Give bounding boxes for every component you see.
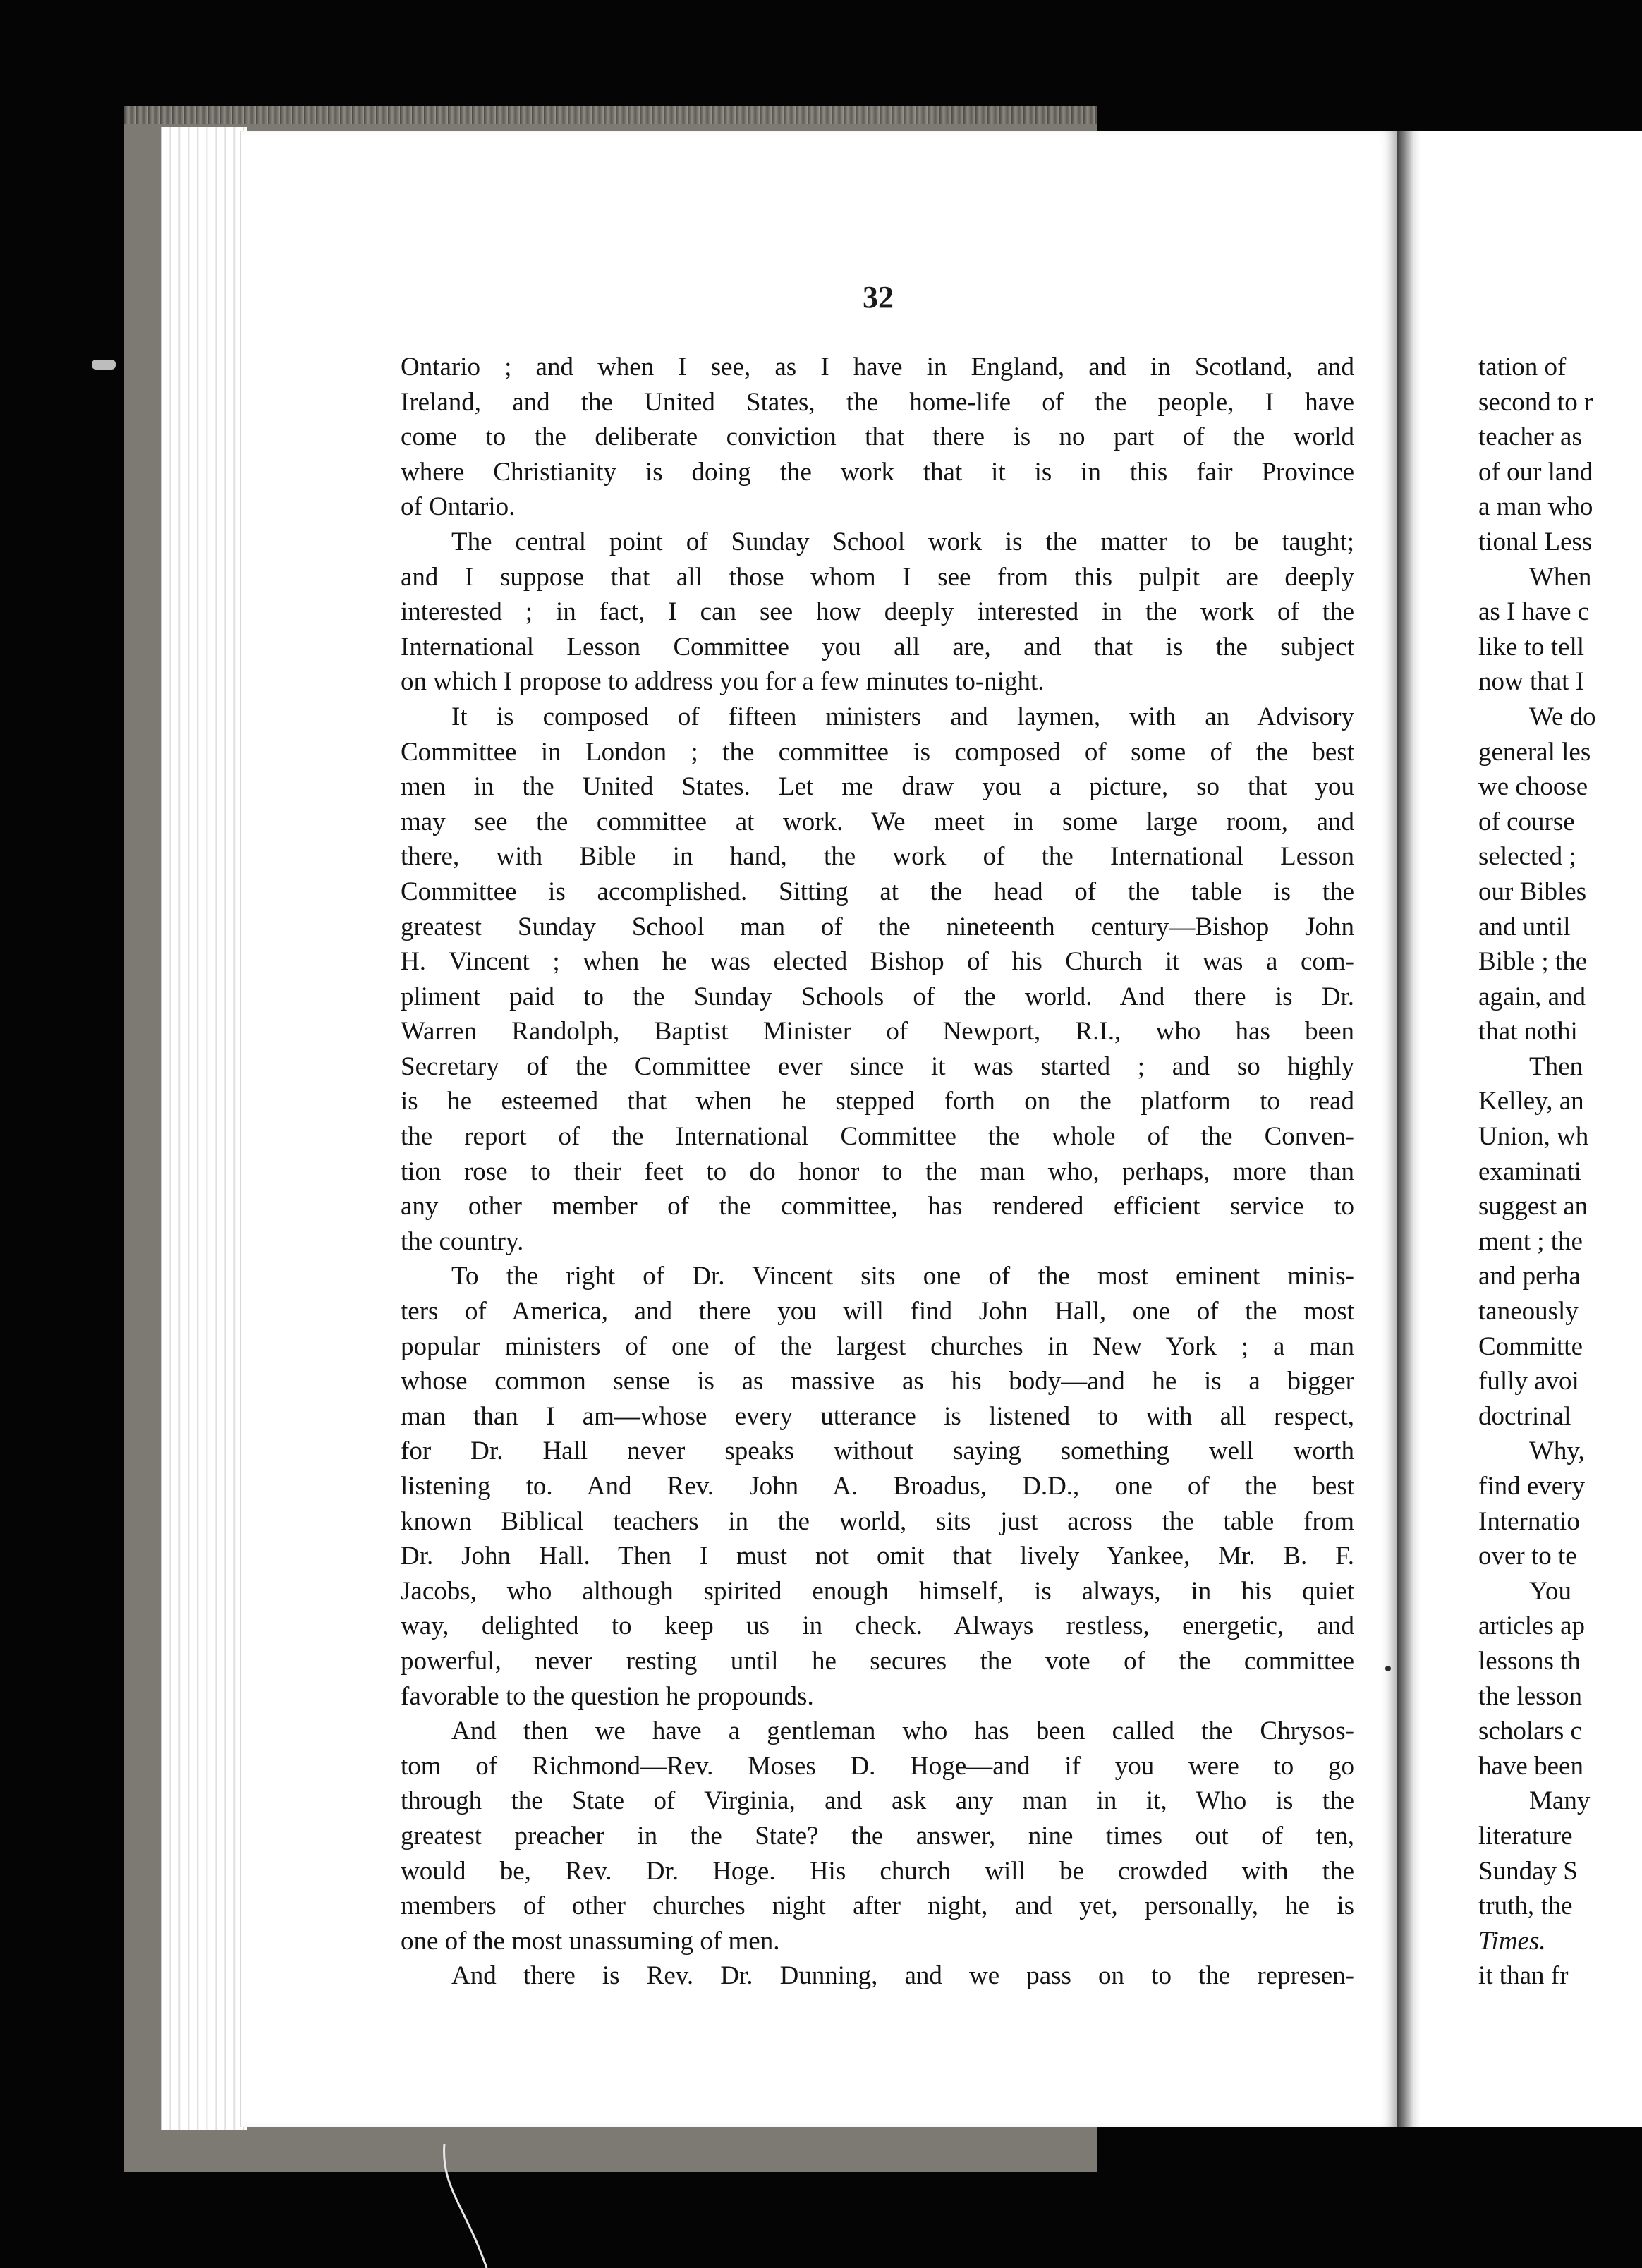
text-line: tion rose to their feet to do honor to the man who, perhaps, more than	[401, 1157, 1354, 1186]
text-line: Committe	[1478, 1331, 1583, 1361]
text-line: Warren Randolph, Baptist Minister of Newport, R.I., who has been	[401, 1017, 1354, 1047]
text-line: way, delighted to keep us in check. Always restless, energetic, and	[401, 1611, 1354, 1641]
text-line: ters of America, and there you will find John Hall, one of the most	[401, 1297, 1354, 1327]
text-line: like to tell	[1478, 632, 1585, 662]
margin-dot	[1385, 1666, 1391, 1671]
text-line: You	[1529, 1576, 1572, 1606]
right-page-text	[1478, 350, 1642, 1994]
text-line: tom of Richmond—Rev. Moses D. Hoge—and if you were to go	[401, 1751, 1354, 1781]
text-line: men in the United States. Let me draw you a picture, so that you	[401, 772, 1354, 802]
text-line: lessons th	[1478, 1646, 1581, 1676]
text-line: Ireland, and the United States, the home-life of the people, I have	[401, 387, 1354, 417]
text-line: now that I	[1478, 667, 1585, 697]
left-page-text	[401, 350, 1354, 1994]
text-line: come to the deliberate conviction that there is no part of the world	[401, 422, 1354, 452]
text-line: Union, wh	[1478, 1122, 1589, 1152]
text-line: The central point of Sunday School work is the matter to be taught;	[451, 527, 1354, 556]
stacked-page-edges	[161, 127, 247, 2130]
text-line: interested ; in fact, I can see how deeply interested in the work of the	[401, 597, 1354, 627]
scan-artifact-curve	[437, 2144, 501, 2268]
book-cover-top-edge	[124, 106, 1097, 124]
text-line: Bible ; the	[1478, 947, 1588, 977]
text-line: and I suppose that all those whom I see from this pulpit are deeply	[401, 562, 1354, 592]
text-line: tation of	[1478, 353, 1567, 382]
text-line: ment ; the	[1478, 1226, 1583, 1256]
text-line: man than I am—whose every utterance is listened to with all respect,	[401, 1401, 1354, 1431]
text-line: listening to. And Rev. John A. Broadus, D.D., one of the best	[401, 1472, 1354, 1501]
text-line: find every	[1478, 1472, 1586, 1501]
text-line: Dr. John Hall. Then I must not omit that lively Yankee, Mr. B. F.	[401, 1542, 1354, 1571]
text-line: through the State of Virginia, and ask any man in it, Who is the	[401, 1786, 1354, 1816]
text-line: It is composed of fifteen ministers and laymen, with an Advisory	[451, 702, 1354, 731]
text-line: again, and	[1478, 982, 1586, 1011]
text-line: any other member of the committee, has rendered efficient service to	[401, 1192, 1354, 1221]
text-line: tional Less	[1478, 527, 1593, 556]
text-line: articles ap	[1478, 1611, 1585, 1641]
text-line: We do	[1529, 702, 1596, 731]
text-line: on which I propose to address you for a few minutes to-night.	[401, 667, 1045, 697]
text-line: have been	[1478, 1751, 1583, 1781]
text-line: second to r	[1478, 387, 1593, 417]
text-line: suggest an	[1478, 1192, 1588, 1221]
text-line: Secretary of the Committee ever since it was started ; and so highly	[401, 1051, 1354, 1081]
text-line: Many	[1529, 1786, 1591, 1816]
text-line: is he esteemed that when he stepped forth on the platform to read	[401, 1087, 1354, 1116]
text-line: a man who	[1478, 492, 1593, 522]
text-line: To the right of Dr. Vincent sits one of the most eminent minis-	[451, 1262, 1354, 1291]
text-line: literature	[1478, 1821, 1573, 1851]
text-line: and perha	[1478, 1262, 1581, 1291]
text-line: general les	[1478, 737, 1591, 767]
text-line: there, with Bible in hand, the work of the International Lesson	[401, 842, 1354, 872]
text-line: the country.	[401, 1226, 524, 1256]
text-line: pliment paid to the Sunday Schools of the world. And there is Dr.	[401, 982, 1354, 1011]
scan-speck	[92, 360, 116, 370]
text-line: taneously	[1478, 1297, 1579, 1327]
text-line: Ontario ; and when I see, as I have in England, and in Scotland, and	[401, 353, 1354, 382]
text-line: selected ;	[1478, 842, 1576, 872]
text-line: the lesson	[1478, 1681, 1582, 1711]
text-line: Kelley, an	[1478, 1087, 1584, 1116]
text-line: we choose	[1478, 772, 1588, 802]
book-gutter	[1397, 131, 1421, 2127]
text-line: it than fr	[1478, 1961, 1569, 1991]
text-line: over to te	[1478, 1542, 1577, 1571]
text-line: the report of the International Committee the whole of the Conven-	[401, 1122, 1354, 1152]
text-line: H. Vincent ; when he was elected Bishop of his Church it was a com-	[401, 947, 1354, 977]
text-line: Sunday S	[1478, 1856, 1578, 1886]
text-line: When	[1529, 562, 1592, 592]
text-line: Times.	[1478, 1926, 1546, 1956]
text-line: fully avoi	[1478, 1367, 1579, 1396]
text-line: Internatio	[1478, 1506, 1580, 1536]
text-line: of course	[1478, 807, 1575, 836]
text-line: known Biblical teachers in the world, sits just across the table from	[401, 1506, 1354, 1536]
text-line: whose common sense is as massive as his body—and he is a bigger	[401, 1367, 1354, 1396]
text-line: examinati	[1478, 1157, 1581, 1186]
text-line: where Christianity is doing the work that it is in this fair Province	[401, 457, 1354, 487]
text-line: greatest Sunday School man of the nineteenth century—Bishop John	[401, 912, 1354, 941]
text-line: and until	[1478, 912, 1571, 941]
text-line: members of other churches night after night, and yet, personally, he is	[401, 1891, 1354, 1921]
text-line: would be, Rev. Dr. Hoge. His church will be crowded with the	[401, 1856, 1354, 1886]
text-line: greatest preacher in the State? the answer, nine times out of ten,	[401, 1821, 1354, 1851]
text-line: doctrinal	[1478, 1401, 1571, 1431]
text-line: Jacobs, who although spirited enough himself, is always, in his quiet	[401, 1576, 1354, 1606]
text-line: powerful, never resting until he secures the vote of the committee	[401, 1646, 1354, 1676]
text-line: Why,	[1529, 1437, 1585, 1466]
text-line: as I have c	[1478, 597, 1590, 627]
text-line: popular ministers of one of the largest churches in New York ; a man	[401, 1331, 1354, 1361]
text-line: teacher as	[1478, 422, 1582, 452]
text-line: our Bibles	[1478, 877, 1587, 906]
text-line: for Dr. Hall never speaks without saying something well worth	[401, 1437, 1354, 1466]
text-line: one of the most unassuming of men.	[401, 1926, 780, 1956]
text-line: Committee is accomplished. Sitting at the head of the table is the	[401, 877, 1354, 906]
text-line: scholars c	[1478, 1717, 1582, 1746]
text-line: Committee in London ; the committee is composed of some of the best	[401, 737, 1354, 767]
text-line: International Lesson Committee you all are, and that is the subject	[401, 632, 1354, 662]
text-line: of our land	[1478, 457, 1593, 487]
text-line: favorable to the question he propounds.	[401, 1681, 814, 1711]
text-line: that nothi	[1478, 1017, 1578, 1047]
text-line: And there is Rev. Dr. Dunning, and we pass on to the represen-	[451, 1961, 1354, 1991]
text-line: And then we have a gentleman who has been called the Chrysos-	[451, 1717, 1354, 1746]
page-number: 32	[863, 280, 894, 315]
text-line: Then	[1529, 1051, 1583, 1081]
text-line: truth, the	[1478, 1891, 1573, 1921]
text-line: may see the committee at work. We meet in some large room, and	[401, 807, 1354, 836]
text-line: of Ontario.	[401, 492, 516, 522]
